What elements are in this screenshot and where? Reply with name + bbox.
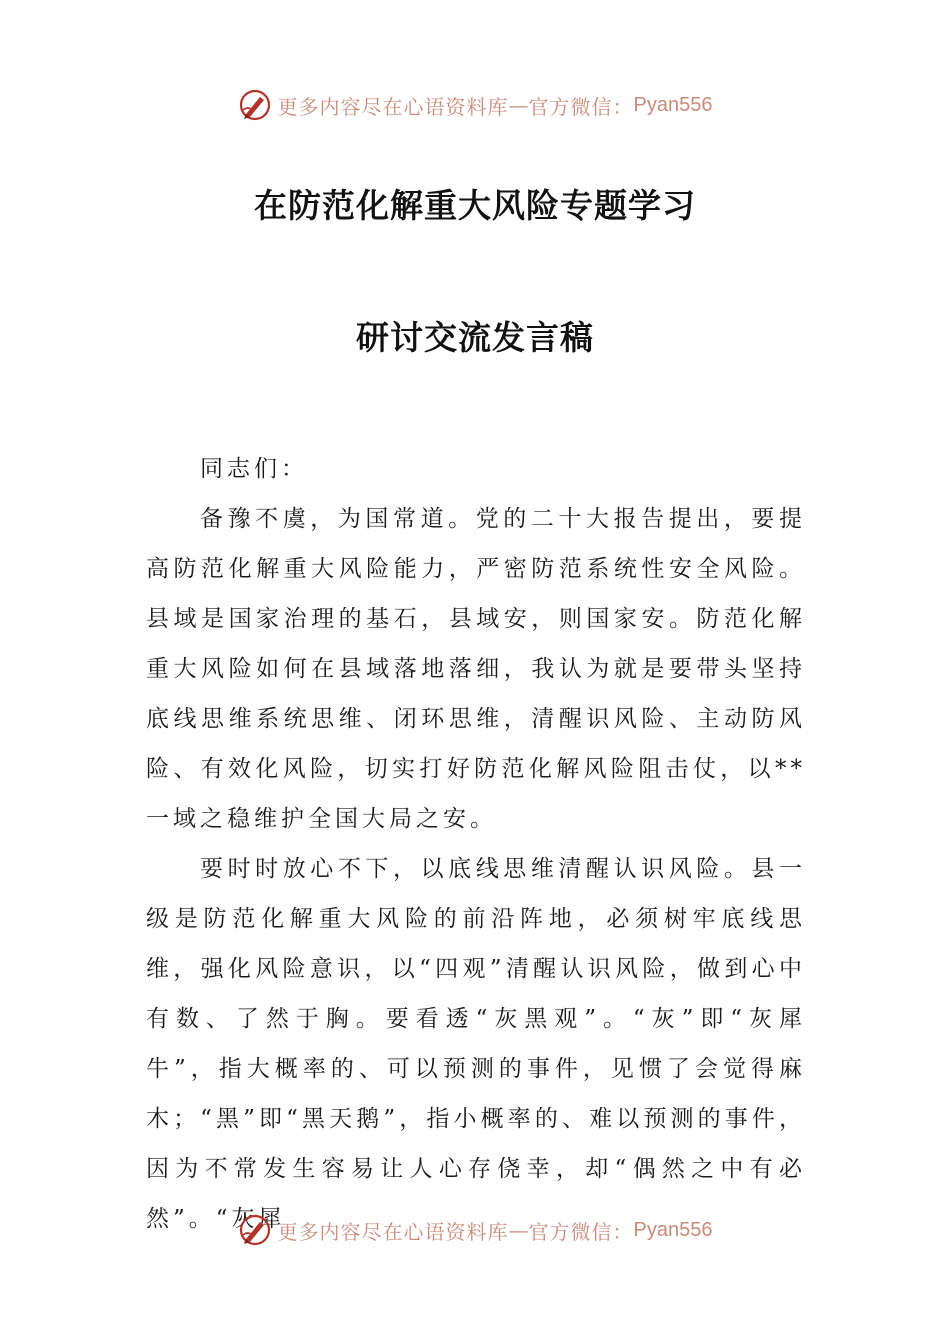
watermark-wechat-id: Pyan556 bbox=[633, 1218, 713, 1241]
watermark-site-text: 更多内容尽在心语资料库 bbox=[277, 94, 509, 119]
watermark-wechat-id: Pyan556 bbox=[633, 93, 713, 116]
document-title-line2: 研讨交流发言稿 bbox=[356, 318, 594, 357]
watermark-separator: — bbox=[508, 1218, 529, 1242]
watermark-official-label: 官方微信： bbox=[528, 1219, 634, 1244]
watermark-separator: — bbox=[508, 93, 529, 117]
document-title-line1: 在防范化解重大风险专题学习 bbox=[254, 186, 696, 225]
pen-circle-logo-icon bbox=[238, 1213, 272, 1247]
paragraph-1: 备豫不虞，为国常道。党的二十大报告提出，要提高防范化解重大风险能力，严密防范系统性安全风险。县域是国家治理的基石，县域安，则国家安。防范化解重大风险如何在县域落地落细，我认为就是要带头坚持底线思维系统思维、闭环思维，清醒识风险、主动防风险、有效化风险，切实打好防范化解风险阻击仗，以**一域之稳维护全国大局之安。 bbox=[146, 506, 806, 832]
watermark-banner-bottom bbox=[0, 1205, 950, 1255]
paragraph-2: 要时时放心不下，以底线思维清醒认识风险。县一级是防范化解重大风险的前沿阵地，必须树牢底线思维，强化风险意识，以“四观”清醒认识风险，做到心中有数、了然于胸。要看透“灰黑观”。“灰”即“灰犀牛”，指大概率的、可以预测的事件，见惯了会觉得麻木；“黑”即“黑天鹅”，指小概率的、难以预测的事件，因为不常发生容易让人心存侥幸，却“偶然之中有必然”。“灰犀 bbox=[146, 856, 806, 1232]
pen-circle-logo-icon bbox=[238, 88, 272, 122]
watermark-site-text: 更多内容尽在心语资料库 bbox=[277, 1219, 509, 1244]
document-body bbox=[146, 444, 806, 1244]
watermark-official-label: 官方微信： bbox=[528, 94, 634, 119]
greeting: 同志们： bbox=[200, 456, 308, 482]
watermark-banner-top bbox=[0, 80, 950, 130]
